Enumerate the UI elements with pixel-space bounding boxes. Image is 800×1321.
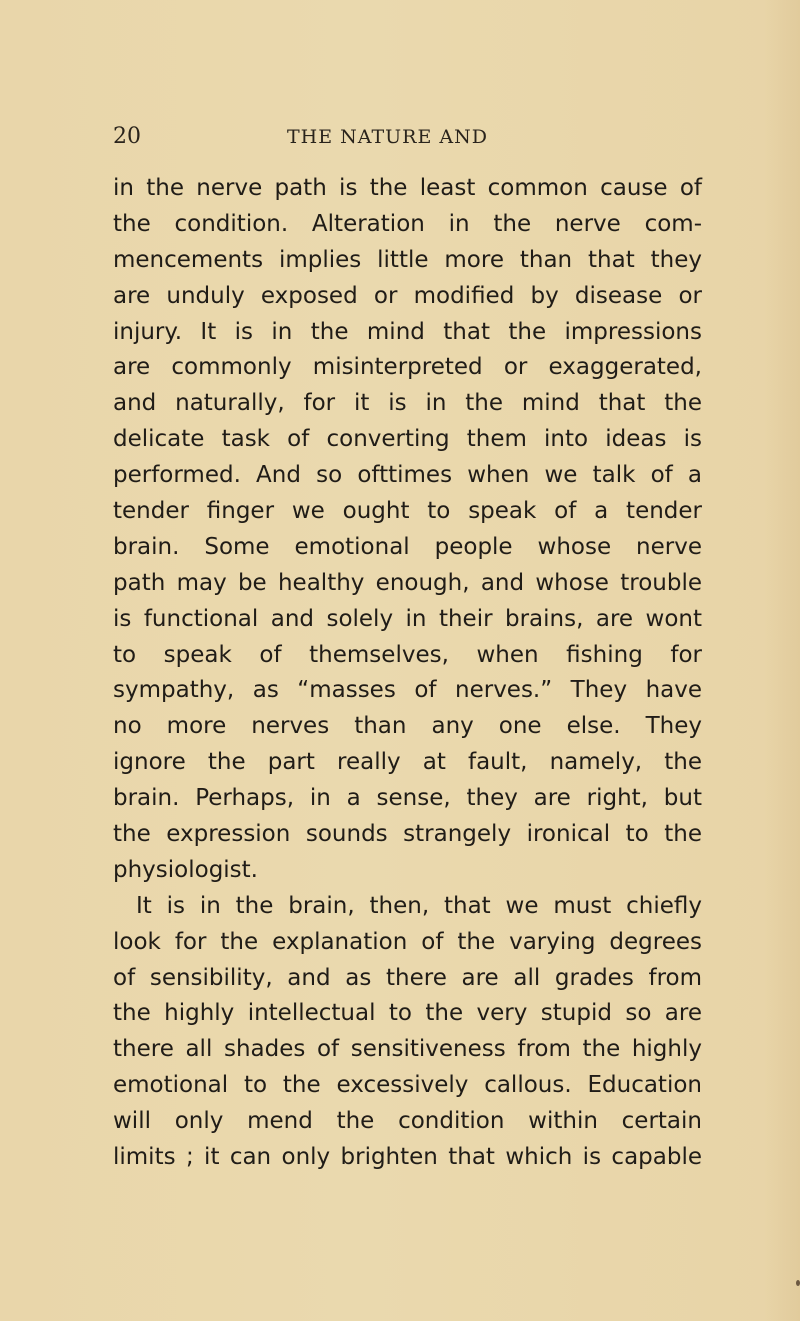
text-line: physiologist.	[113, 856, 258, 883]
text-line: to speak of themselves, when fishing for	[113, 641, 702, 668]
text-line: limits ; it can only brighten that which is capable	[113, 1144, 702, 1171]
text-line: brain. Perhaps, in a sense, they are right, but	[113, 785, 702, 812]
text-line: and naturally, for it is in the mind that the	[113, 390, 702, 417]
text-line: mencements implies little more than that they	[113, 246, 702, 273]
text-line: path may be healthy enough, and whose trouble	[113, 569, 702, 596]
text-line: the highly intellectual to the very stupid so are	[113, 1000, 702, 1027]
text-line: there all shades of sensitiveness from the highly	[113, 1036, 702, 1063]
text-line: the condition. Alteration in the nerve com-	[113, 210, 702, 237]
paper-speck	[796, 1280, 800, 1286]
text-line: in the nerve path is the least common cause of	[113, 175, 702, 201]
text-line: injury. It is in the mind that the impressions	[113, 318, 702, 345]
text-line: tender finger we ought to speak of a tender	[113, 498, 702, 525]
text-line: of sensibility, and as there are all grades from	[113, 964, 702, 991]
text-line: will only mend the condition within certain	[113, 1108, 702, 1135]
body-text	[113, 171, 702, 1176]
page-number: 20	[113, 124, 141, 149]
text-line: look for the explanation of the varying degrees	[113, 928, 702, 955]
page-header	[113, 121, 693, 153]
text-line: is functional and solely in their brains, are wont	[113, 605, 702, 632]
text-line: are commonly misinterpreted or exaggerated,	[113, 354, 702, 381]
text-line: the expression sounds strangely ironical to the	[113, 821, 702, 848]
text-line: emotional to the excessively callous. Education	[113, 1072, 702, 1099]
running-head: THE NATURE AND	[287, 126, 488, 148]
text-line: sympathy, as “masses of nerves.” They have	[113, 677, 702, 704]
text-line: delicate task of converting them into ideas is	[113, 426, 702, 453]
text-line: ignore the part really at fault, namely, the	[113, 749, 702, 776]
text-line: are unduly exposed or modified by disease or	[113, 282, 702, 309]
text-line: no more nerves than any one else. They	[113, 713, 702, 740]
text-line: brain. Some emotional people whose nerve	[113, 533, 702, 560]
paragraph-start-line: It is in the brain, then, that we must chiefly	[136, 892, 702, 919]
text-line: performed. And so ofttimes when we talk of a	[113, 462, 702, 489]
